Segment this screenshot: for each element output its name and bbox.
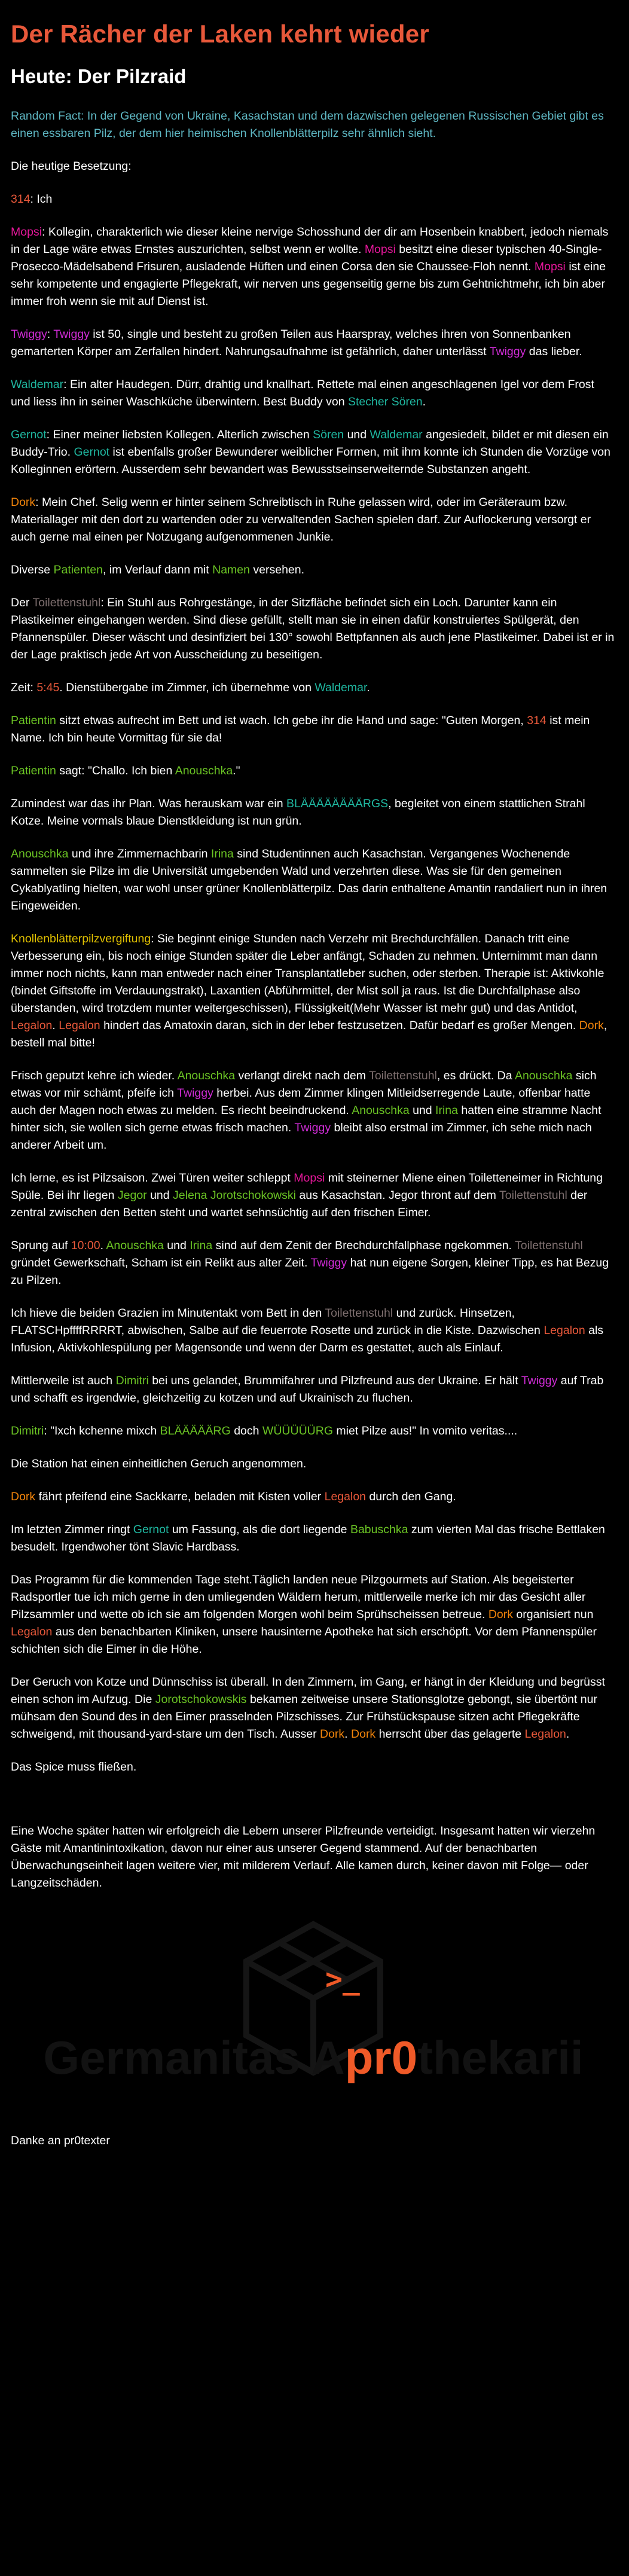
thanks-note: Danke an pr0texter — [11, 2134, 110, 2147]
para-plan: Zumindest war das ihr Plan. Was herauskam war ein BLÄÄÄÄÄÄÄÄRGS, begleitet von einem stattlichen Strahl Kotze. Meine vormals blaue Dienstkleidung ist nun grün. — [11, 797, 585, 828]
para-letztes-zimmer: Im letzten Zimmer ringt Gernot um Fassung, als die dort liegende Babuschka zum vierten Mal das frische Bettlaken besudelt. Irgendwoher tönt Slavic Hardbass. — [11, 1523, 605, 1553]
para-spice: Das Spice muss fließen. — [11, 1760, 137, 1774]
para-patientin-2: Patientin sagt: "Challo. Ich bien Anouschka." — [11, 764, 240, 777]
para-sprung: Sprung auf 10:00. Anouschka und Irina sind auf dem Zenit der Brechdurchfallphase ngekommen. Toilettenstuhl gründet Gewerkschaft, Scham ist ein Relikt aus alter Zeit. Twiggy hat nun eigene Sorgen, kleiner Tipp, es hat Bezug zu Pilzen. — [11, 1239, 609, 1287]
cast-gernot: Gernot: Einer meiner liebsten Kollegen. Alterlich zwischen Sören und Waldemar angesiedelt, bildet er mit diesen ein Buddy-Trio. Gernot ist ebenfalls großer Bewunderer weiblicher Formen, mit ihm konnte ich Stunden die Vorzüge von Kolleginnen erörtern. Ausserdem sehr bewandert was Bewusstseinserweiternde Substanzen angeht. — [11, 428, 610, 476]
logo-wordmark: Germanitas Apr0thekarii — [43, 2031, 584, 2084]
logo-graphic — [11, 1917, 616, 2114]
cast-ich: 314: Ich — [11, 193, 53, 206]
para-zeit: Zeit: 5:45. Dienstübergabe im Zimmer, ich übernehme von Waldemar. — [11, 681, 370, 694]
page-title: Der Rächer der Laken kehrt wieder — [11, 20, 429, 48]
cast-mopsi: Mopsi: Kollegin, charakterlich wie dieser kleine nervige Schosshund der dir am Hosenbein knabbert, jedoch niemals in der Lage wäre etwas Ernstes auszurichten, selbst wenn er wollte. Mopsi besitzt eine dieser typischen 40-Single-Prosecco-Mädelsabend Frisuren, ausladende Hüften und einen Corsa den sie Chaussee-Floh nennt. Mopsi ist eine sehr kompetente und engagierte Pflegekraft, wir nerven uns gegenseitig gerne bis zum Gehtnichtmehr, ich bin aber immer froh wenn sie mit auf Dienst ist. — [11, 225, 609, 308]
random-fact: Random Fact: In der Gegend von Ukraine, Kasachstan und dem dazwischen gelegenen Russischen Gebiet gibt es einen essbaren Pilz, der dem hier heimischen Knollenblätterpilz sehr ähnlich sieht. — [11, 109, 604, 140]
para-dimitri: Dimitri: "Ixch kchenne mixch BLÄÄÄÄÄRG doch WÜÜÜÜÜRG miet Pilze aus!" In vomito veritas.... — [11, 1424, 518, 1437]
name-314: 314 — [11, 193, 30, 206]
para-patientin-1: Patientin sitzt etwas aufrecht im Bett und ist wach. Ich gebe ihr die Hand und sage: "Guten Morgen, 314 ist mein Name. Ich bin heute Vormittag für sie da! — [11, 714, 590, 744]
cast-dork: Dork: Mein Chef. Selig wenn er hinter seinem Schreibtisch in Ruhe gelassen wird, oder im Geräteraum bzw. Materiallager mit den dort zu wartenden oder zu verwaltenden Sachen spielen darf. Zur Auflockerung versorgt er auch gerne mal einen per Notzugang aufgenommenen Junkie. — [11, 496, 591, 544]
para-frisch: Frisch geputzt kehre ich wieder. Anouschka verlangt direkt nach dem Toilettenstuhl, es drückt. Da Anouschka sich etwas vor mir schämt, pfeife ich Twiggy herbei. Aus dem Zimmer klingen Mitleidserregende Laute, offenbar hatte auch der Magen noch etwas zu melden. Es riecht beeindruckend. Anouschka und Irina hatten eine stramme Nacht hinter sich, sie wollen sich gerne etwas frisch machen. Twiggy bleibt also erstmal im Zimmer, ich sehe mich nach anderer Arbeit um. — [11, 1069, 601, 1152]
para-geruch: Der Geruch von Kotze und Dünnschiss ist überall. In den Zimmern, im Gang, er hängt in der Kleidung und begrüsst einen schon im Aufzug. Die Jorotschokowskis bekamen zeitweise unsere Stationsglotze gebongt, sie übertönt nur mühsam den Sound des in den Eimer prasselnden Pilzschisses. Zur Frühstückspause sitzen acht Pflegekräfte schweigend, mit thousand-yard-stare um den Tisch. Ausser Dork. Dork herrscht über das gelagerte Legalon. — [11, 1675, 605, 1741]
page-subtitle: Heute: Der Pilzraid — [11, 65, 187, 87]
cast-toilettenstuhl: Der Toilettenstuhl: Ein Stuhl aus Rohrgestänge, in der Sitzfläche befindet sich ein Loch. Darunter kann ein Plastikeimer eingehangen werden. Sind diese gefüllt, stellt man sie in einen dafür konstruiertes Spülgerät, den Pfannenspüler. Dieser wäscht und desinfiziert bei 130° sowohl Bettpfannen als auch jene Plastikeimer. Dabei ist er in der Lage praktisch jede Art von Ausscheidung zu beseitigen. — [11, 596, 615, 661]
para-dork-sackkarre: Dork fährt pfeifend eine Sackkarre, beladen mit Kisten voller Legalon durch den Gang. — [11, 1490, 456, 1503]
logo-prompt: >_ — [325, 1962, 360, 1996]
para-knollen: Knollenblätterpilzvergiftung: Sie beginnt einige Stunden nach Verzehr mit Brechdurchfällen. Danach tritt eine Verbesserung ein, bis noch einige Stunden später die Leber anfängt, Schaden zu nehmen. Unternimmt man dann immer noch nichts, kann man entweder nach einer Transplantatleber suchen, oder sterben. Therapie ist: Aktivkohle (bindet Giftstoffe im Verdauungstrakt), Laxantien (Abführmittel, der Mist soll ja raus. Ist die Durchfallphase also überstanden, wird trotzdem munter weitergeschissen), Flüssigkeit(Mehr Wasser ist mehr gut) und das Antidot, Legalon. Legalon hindert das Amatoxin daran, sich in der leber festzusetzen. Dafür bedarf es großer Mengen. Dork, bestell mal bitte! — [11, 932, 607, 1049]
cast-intro: Die heutige Besetzung: — [11, 160, 132, 173]
para-station: Die Station hat einen einheitlichen Geruch angenommen. — [11, 1457, 307, 1470]
para-pilzsaison: Ich lerne, es ist Pilzsaison. Zwei Türen weiter schleppt Mopsi mit steinerner Miene einen Toiletteneimer in Richtung Spüle. Bei ihr liegen Jegor und Jelena Jorotschokowski aus Kasachstan. Jegor thront auf dem Toilettenstuhl der zentral zwischen den Betten steht und wartet sehnsüchtig auf den frischen Eimer. — [11, 1171, 603, 1219]
para-hieve: Ich hieve die beiden Grazien im Minutentakt vom Bett in den Toilettenstuhl und zurück. Hinsetzen, FLATSCHpffffRRRRT, abwischen, Salbe auf die feuerrote Rosette und zurück in die Kiste. Dazwischen Legalon als Infusion, Aktivkohlespülung per Magensonde und wenn der Darm es gestattet, auch als Einlauf. — [11, 1307, 604, 1354]
para-eine-woche: Eine Woche später hatten wir erfolgreich die Lebern unserer Pilzfreunde verteidigt. Insgesamt hatten wir vierzehn Gäste mit Amantinintoxikation, davon nur einer aus unserer Gegend stammend. Auf der benachbarten Überwachungseinheit lagen weitere vier, mit milderem Verlauf. Alle kamen durch, keiner davon mit Folge— oder Langzeitschäden. — [11, 1824, 596, 1890]
para-anouschka: Anouschka und ihre Zimmernachbarin Irina sind Studentinnen auch Kasachstan. Vergangenes Wochenende sammelten sie Pilze im die Universität umgebenden Wald und verzehrten diese. Was sie für den gemeinen Cykablyatling hielten, war wohl unser grüner Knollenblätterpilz. Das darin enthaltene Amantin randaliert nun in ihren Eingeweiden. — [11, 847, 607, 912]
para-mittlerweile: Mittlerweile ist auch Dimitri bei uns gelandet, Brummifahrer und Pilzfreund aus der Ukraine. Er hält Twiggy auf Trab und schafft es irgendwie, gleichzeitig zu kotzen und auf Ukrainisch zu fluchen. — [11, 1374, 604, 1405]
cast-diverse: Diverse Patienten, im Verlauf dann mit Namen versehen. — [11, 563, 305, 576]
para-programm: Das Programm für die kommenden Tage steht.Täglich landen neue Pilzgourmets auf Station. Als begeisterter Radsportler tue ich mich gerne in den umliegenden Wäldern herum, mittlerweile merke ich mir das Gesicht aller Pilzsammler und wette ob ich sie am folgenden Morgen wohl beim Sprühscheissen betreue. Dork organisiert nun Legalon aus den benachbarten Kliniken, unsere hausinterne Apotheke hat sich erschöpft. Vor dem Pfannenspüler schichten sich die Eimer in die Höhe. — [11, 1573, 597, 1656]
cast-twiggy: Twiggy: Twiggy ist 50, single und besteht zu großen Teilen aus Haarspray, welches ihren von Sonnenbanken gemarterten Körper am Zerfallen hindert. Nahrungsaufnahme ist gefährlich, daher unterlässt Twiggy das lieber. — [11, 328, 582, 358]
germanitas-logo — [11, 1917, 616, 2114]
cast-waldemar: Waldemar: Ein alter Haudegen. Dürr, drahtig und knallhart. Rettete mal einen angeschlagenen Igel vor dem Frost und liess ihn in seiner Waschküche überwintern. Best Buddy von Stecher Sören. — [11, 378, 594, 408]
